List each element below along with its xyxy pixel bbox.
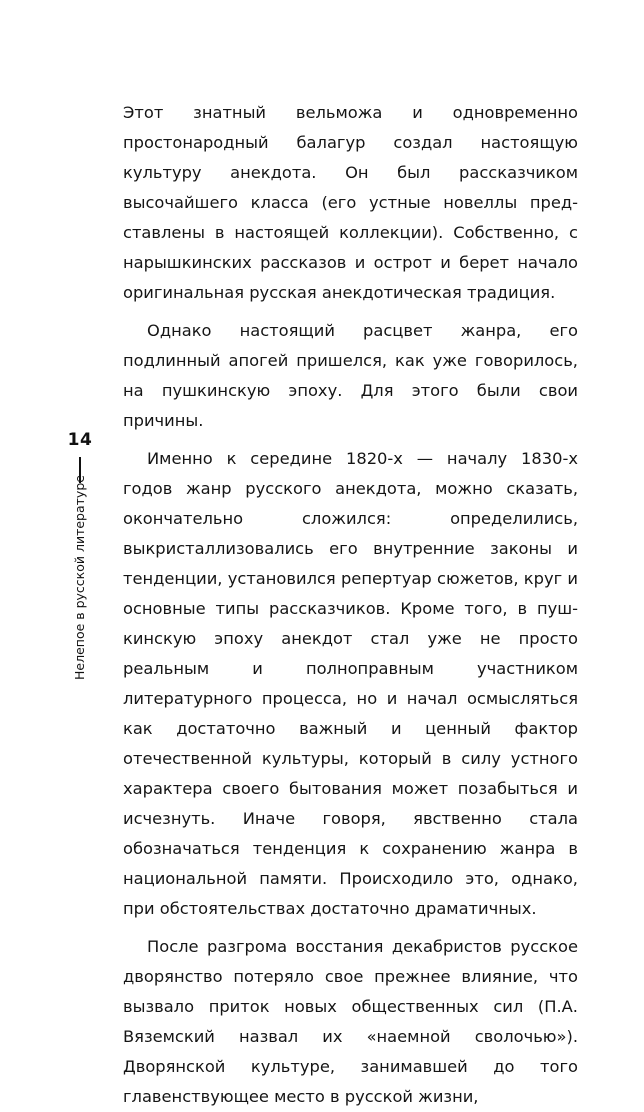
paragraph: Этот знатный вельможа и одновременно простонародный балагур создал настоящую культуру анекдота. Он был рассказчиком высочайшего класса (его устные новеллы представлены в настоящей коллекции). Собственно, с нарышкинских рассказов и острот и берет начало оригинальная русская анекдотическая традиция. (123, 103, 578, 302)
paragraph: Именно к середине 1820-х — началу 1830-х годов жанр русского анекдота, можно сказать, окончательно сложился: определились, выкристаллизовались его внутренние законы и тенденции, установился репертуар сюжетов, круг и основные типы рассказчиков. Кроме того, в пушкинскую эпоху анекдот стал уже не просто реальным и полноправным участником литературного процесса, но и начал осмысляться как достаточно важный и ценный фактор отечественной культуры, который в силу устного характера своего бытования может позабыться и исчезнуть. Иначе говоря, явственно стала обозначаться тенденция к сохранению жанра в национальной памяти. Происходило это, однако, при обстоятельствах достаточно драматичных. (123, 449, 578, 918)
page-number: 14 (67, 430, 93, 450)
body-text (123, 98, 578, 1112)
paragraph: Однако настоящий расцвет жанра, его подлинный апогей пришелся, как уже говорилось, на пушкинскую эпоху. Для этого были свои причины. (123, 321, 578, 430)
paragraph: После разгрома восстания декабристов русское дворянство потеряло свое прежнее влияние, что вызвало приток новых общественных сил (П.А. Вяземский назвал их «наемной сволочью»). Дворянской культуре, занимавшей до того главенствующее место в русской жизни, (123, 937, 578, 1106)
page-margin-sidebar (60, 430, 100, 680)
running-head: Нелепое в русской литературе (72, 475, 87, 680)
